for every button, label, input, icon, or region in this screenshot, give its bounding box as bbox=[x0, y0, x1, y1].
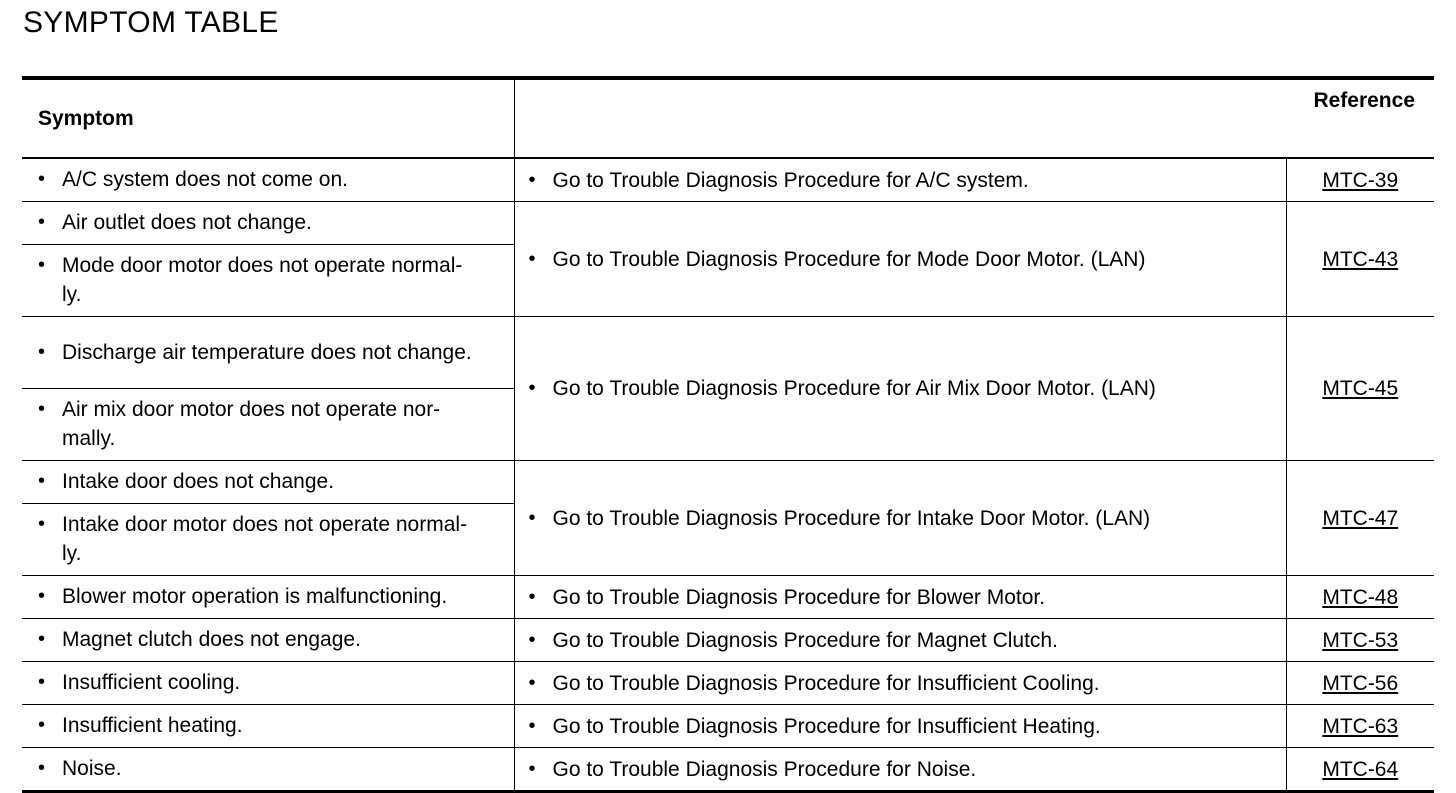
procedure-text: Go to Trouble Diagnosis Procedure for A/C system. bbox=[552, 168, 1029, 192]
table-row bbox=[22, 202, 1434, 245]
table-row bbox=[22, 748, 1434, 792]
symptom-cell bbox=[22, 158, 514, 202]
reference-cell bbox=[1286, 158, 1434, 202]
bullet-icon: • bbox=[528, 671, 536, 694]
procedure-text: Go to Trouble Diagnosis Procedure for Insufficient Cooling. bbox=[552, 671, 1100, 695]
procedure-text: Go to Trouble Diagnosis Procedure for Air Mix Door Motor. (LAN) bbox=[552, 377, 1156, 400]
symptom-text: Magnet clutch does not engage. bbox=[62, 628, 361, 651]
table-row bbox=[22, 461, 1434, 504]
bullet-icon: • bbox=[38, 671, 46, 693]
bullet-icon: • bbox=[38, 254, 46, 276]
table-row bbox=[22, 662, 1434, 705]
symptom-text: Discharge air temperature does not change. bbox=[62, 340, 472, 364]
bullet-icon: • bbox=[528, 714, 536, 737]
bullet-icon: • bbox=[38, 398, 46, 420]
reference-cell bbox=[1286, 619, 1434, 662]
bullet-icon: • bbox=[38, 585, 46, 607]
bullet-icon: • bbox=[528, 628, 536, 651]
symptom-cell bbox=[22, 317, 514, 389]
reference-link[interactable]: MTC-48 bbox=[1322, 585, 1399, 609]
procedure-cell bbox=[514, 317, 1286, 461]
symptom-cell bbox=[22, 245, 514, 317]
symptom-cell bbox=[22, 619, 514, 662]
symptom-text: Noise. bbox=[62, 757, 122, 780]
procedure-cell bbox=[514, 705, 1286, 748]
procedure-text: Go to Trouble Diagnosis Procedure for Mode Door Motor. (LAN) bbox=[552, 247, 1146, 271]
reference-link[interactable]: MTC-56 bbox=[1322, 671, 1399, 695]
bullet-icon: • bbox=[38, 168, 46, 190]
symptom-text: Insufficient heating. bbox=[62, 714, 243, 737]
symptom-cell bbox=[22, 705, 514, 748]
bullet-icon: • bbox=[528, 168, 536, 191]
table-row bbox=[22, 317, 1434, 389]
bullet-icon: • bbox=[38, 757, 46, 779]
reference-cell bbox=[1286, 662, 1434, 705]
procedure-text: Go to Trouble Diagnosis Procedure for Magnet Clutch. bbox=[552, 628, 1058, 652]
procedure-cell bbox=[514, 461, 1286, 576]
bullet-icon: • bbox=[38, 714, 46, 736]
reference-link[interactable]: MTC-45 bbox=[1322, 377, 1399, 400]
procedure-cell bbox=[514, 202, 1286, 317]
symptom-text: Air mix door motor does not operate nor- mally. bbox=[62, 398, 441, 450]
symptom-cell bbox=[22, 202, 514, 245]
reference-cell bbox=[1286, 705, 1434, 748]
reference-cell bbox=[1286, 748, 1434, 792]
bullet-icon: • bbox=[528, 757, 536, 780]
reference-column-header: Reference bbox=[514, 78, 1434, 158]
reference-cell bbox=[1286, 202, 1434, 317]
procedure-cell bbox=[514, 748, 1286, 792]
page-title: SYMPTOM TABLE bbox=[23, 6, 279, 39]
table-header-row bbox=[22, 78, 1434, 158]
symptom-text: Blower motor operation is malfunctioning. bbox=[62, 585, 448, 608]
procedure-text: Go to Trouble Diagnosis Procedure for Blower Motor. bbox=[552, 585, 1046, 609]
reference-link[interactable]: MTC-63 bbox=[1322, 714, 1399, 738]
symptom-cell bbox=[22, 504, 514, 576]
procedure-text: Go to Trouble Diagnosis Procedure for Noise. bbox=[552, 757, 977, 781]
bullet-icon: • bbox=[38, 628, 46, 650]
reference-link[interactable]: MTC-47 bbox=[1322, 506, 1399, 530]
bullet-icon: • bbox=[38, 470, 46, 492]
reference-cell bbox=[1286, 461, 1434, 576]
bullet-icon: • bbox=[528, 377, 536, 399]
table-row bbox=[22, 158, 1434, 202]
symptom-cell bbox=[22, 461, 514, 504]
symptom-cell bbox=[22, 748, 514, 792]
procedure-cell bbox=[514, 619, 1286, 662]
reference-link[interactable]: MTC-64 bbox=[1322, 757, 1399, 781]
table-row bbox=[22, 576, 1434, 619]
bullet-icon: • bbox=[38, 211, 46, 233]
symptom-table bbox=[22, 76, 1434, 793]
reference-link[interactable]: MTC-53 bbox=[1322, 628, 1399, 652]
table-row bbox=[22, 705, 1434, 748]
procedure-text: Go to Trouble Diagnosis Procedure for Insufficient Heating. bbox=[552, 714, 1101, 738]
bullet-icon: • bbox=[38, 340, 46, 363]
reference-link[interactable]: MTC-39 bbox=[1322, 168, 1399, 192]
bullet-icon: • bbox=[38, 513, 46, 535]
bullet-icon: • bbox=[528, 506, 536, 529]
procedure-cell bbox=[514, 662, 1286, 705]
reference-cell bbox=[1286, 576, 1434, 619]
procedure-cell bbox=[514, 158, 1286, 202]
reference-cell bbox=[1286, 317, 1434, 461]
symptom-text: A/C system does not come on. bbox=[62, 168, 348, 191]
bullet-icon: • bbox=[528, 585, 536, 608]
procedure-text: Go to Trouble Diagnosis Procedure for Intake Door Motor. (LAN) bbox=[552, 506, 1151, 530]
symptom-text: Intake door motor does not operate normal- ly. bbox=[62, 513, 468, 565]
bullet-icon: • bbox=[528, 247, 536, 270]
symptom-cell bbox=[22, 389, 514, 461]
table-row bbox=[22, 619, 1434, 662]
symptom-text: Air outlet does not change. bbox=[62, 211, 312, 234]
symptom-text: Intake door does not change. bbox=[62, 470, 335, 493]
symptom-cell bbox=[22, 576, 514, 619]
symptom-text: Insufficient cooling. bbox=[62, 671, 241, 694]
reference-link[interactable]: MTC-43 bbox=[1322, 247, 1399, 271]
symptom-text: Mode door motor does not operate normal- ly. bbox=[62, 254, 463, 306]
symptom-cell bbox=[22, 662, 514, 705]
procedure-cell bbox=[514, 576, 1286, 619]
symptom-column-header: Symptom bbox=[22, 78, 514, 158]
